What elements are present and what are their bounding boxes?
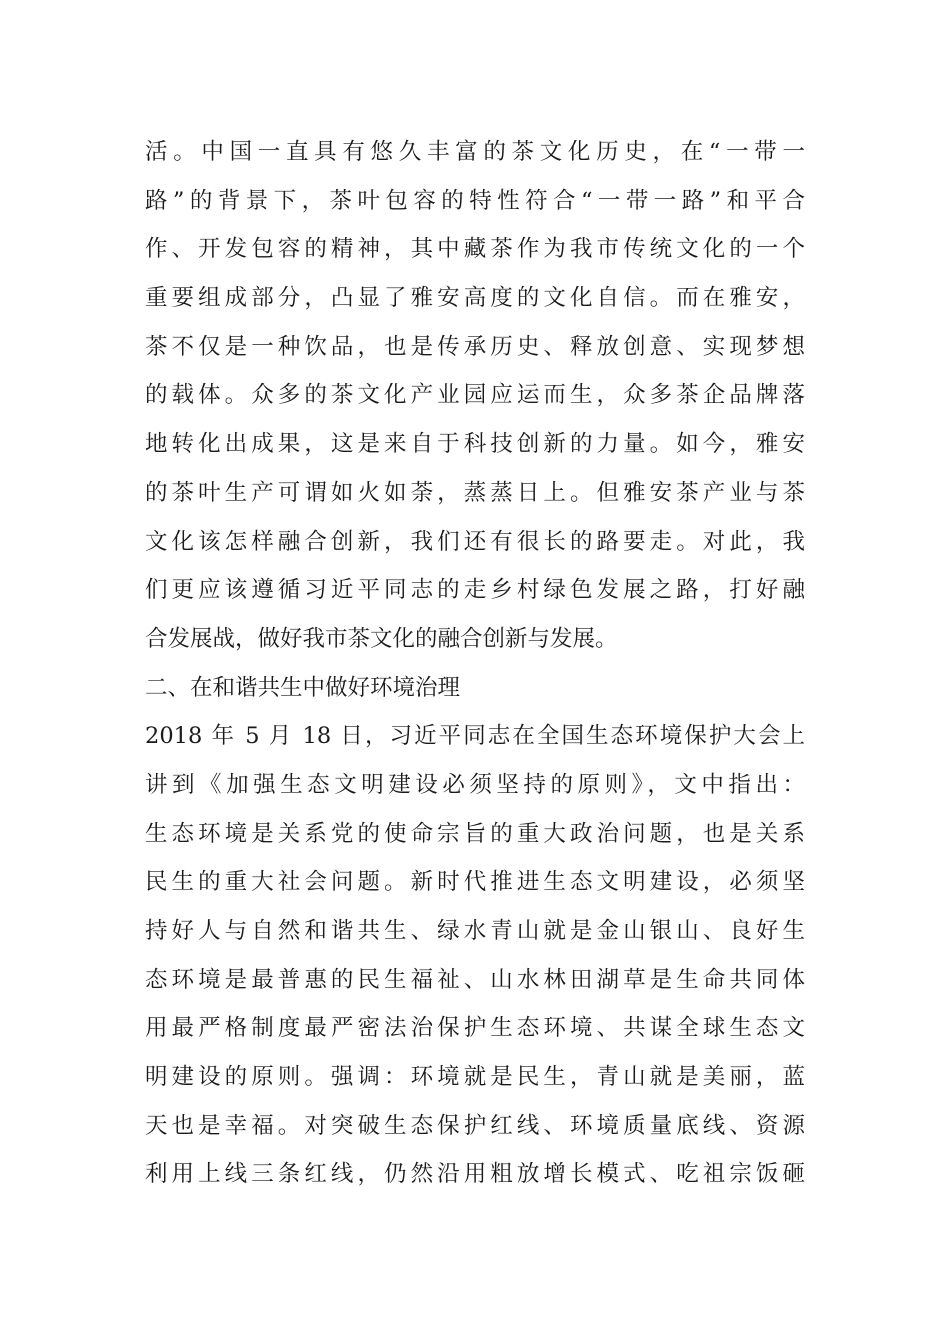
paragraph-line: 的茶叶生产可谓如火如荼，蒸蒸日上。但雅安茶产业与茶	[145, 479, 805, 506]
paragraph-line: 明建设的原则。强调：环境就是民生，青山就是美丽，蓝	[145, 1064, 805, 1091]
paragraph-line: 2018 年 5 月 18 日，习近平同志在全国生态环境保护大会上	[145, 723, 805, 750]
document-page	[145, 128, 805, 1199]
paragraph-line: 重要组成部分，凸显了雅安高度的文化自信。而在雅安，	[145, 285, 805, 312]
section-heading: 二、在和谐共生中做好环境治理	[145, 674, 461, 701]
paragraph-line: 态环境是最普惠的民生福祉、山水林田湖草是生命共同体	[145, 966, 805, 993]
paragraph-line: 路”的背景下，茶叶包容的特性符合“一带一路”和平合	[145, 187, 805, 214]
paragraph-line: 文化该怎样融合创新，我们还有很长的路要走。对此，我	[145, 528, 805, 555]
paragraph-line: 作、开发包容的精神，其中藏茶作为我市传统文化的一个	[145, 236, 805, 263]
paragraph-line: 民生的重大社会问题。新时代推进生态文明建设，必须坚	[145, 869, 805, 896]
paragraph-line: 生态环境是关系党的使命宗旨的重大政治问题，也是关系	[145, 820, 805, 847]
paragraph-line: 讲到《加强生态文明建设必须坚持的原则》，文中指出：	[145, 771, 805, 798]
paragraph-line: 利用上线三条红线，仍然沿用粗放增长模式、吃祖宗饭砸	[145, 1161, 805, 1188]
paragraph-last-line: 合发展战，做好我市茶文化的融合创新与发展。	[145, 625, 618, 652]
paragraph-line: 们更应该遵循习近平同志的走乡村绿色发展之路，打好融	[145, 577, 805, 604]
paragraph-line: 持好人与自然和谐共生、绿水青山就是金山银山、良好生	[145, 918, 805, 944]
paragraph-line: 用最严格制度最严密法治保护生态环境、共谋全球生态文	[145, 1015, 805, 1042]
paragraph-line: 天也是幸福。对突破生态保护红线、环境质量底线、资源	[145, 1112, 805, 1139]
paragraph-line: 茶不仅是一种饮品，也是传承历史、释放创意、实现梦想	[145, 333, 805, 360]
paragraph-line: 的载体。众多的茶文化产业园应运而生，众多茶企品牌落	[145, 382, 805, 409]
paragraph-line: 活。中国一直具有悠久丰富的茶文化历史，在“一带一	[145, 139, 805, 165]
paragraph-line: 地转化出成果，这是来自于科技创新的力量。如今，雅安	[145, 431, 805, 458]
